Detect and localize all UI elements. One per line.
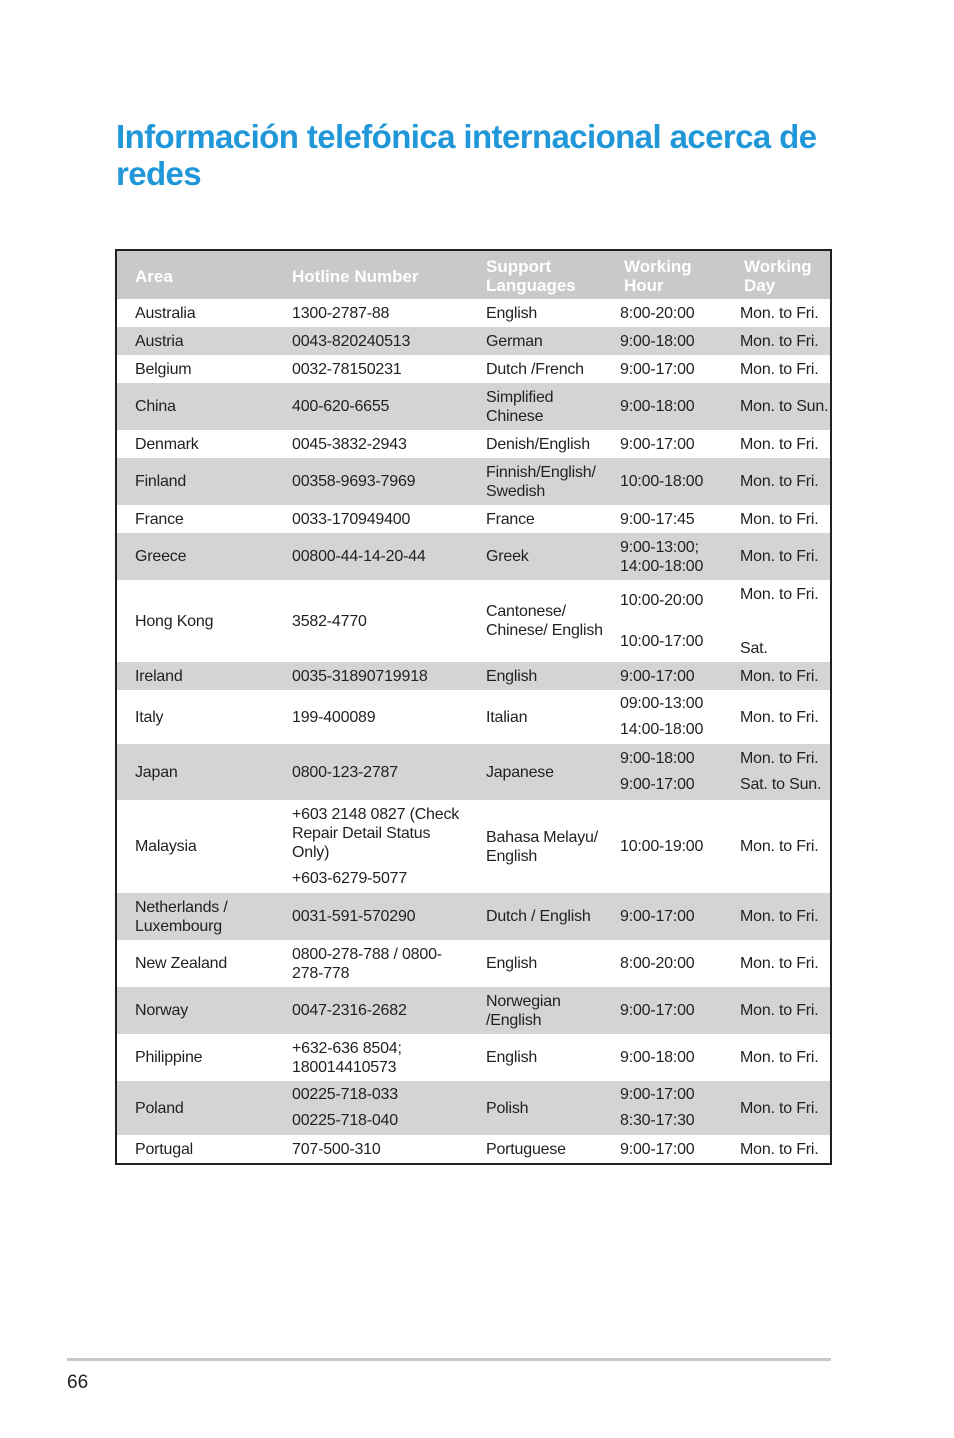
cell-day [726,580,830,662]
cell-hour: 9:00-17:00 [606,987,726,1034]
cell-day: Mon. to Fri. [740,304,819,322]
cell-hotline: 0800-278-788 / 0800-278-778 [292,945,442,982]
header-area: Area [117,251,274,299]
cell-hour [606,1081,726,1135]
cell-language: English [486,1049,538,1066]
cell-hotline: 0032-78150231 [292,360,402,378]
cell-hotline: 0045-3832-2943 [292,435,407,453]
cell-area: Netherlands / Luxembourg [117,893,274,940]
cell-language: German [468,327,606,355]
cell-hotline [274,1081,468,1135]
cell-language: Denish/English [486,435,590,453]
cell-hotline: 0035-31890719918 [274,662,468,690]
table-row [117,690,830,744]
cell-area: Denmark [135,435,199,453]
cell-hour [606,744,726,800]
cell-hour [606,580,726,662]
header-languages: Support Languages [468,251,606,299]
cell-area: Norway [117,987,274,1034]
day-line: Sat. [740,639,768,657]
header-hour: Working Hour [606,251,726,299]
hotline-line: +603 2148 0827 (Check Repair Detail Status Only) [292,806,460,861]
cell-hour: 9:00-18:00 [620,1049,695,1066]
cell-hour: 9:00-17:00 [620,1140,695,1158]
cell-hour: 9:00-17:00 [620,435,695,453]
cell-day: Mon. to Fri. [726,533,830,580]
cell-hotline: 3582-4770 [292,612,367,630]
table-row [117,383,830,430]
cell-day: Mon. to Fri. [740,1140,819,1158]
cell-area: Australia [135,304,196,322]
table-row [117,1081,830,1135]
cell-hotline: 00800-44-14-20-44 [274,533,468,580]
cell-language: Simplified Chinese [468,383,606,430]
hour-line: 10:00-17:00 [620,633,704,650]
cell-hotline: 0043-820240513 [274,327,468,355]
cell-hotline: +632-636 8504; 180014410573 [292,1039,402,1076]
cell-hour: 9:00-13:00; 14:00-18:00 [606,533,726,580]
hour-line: 9:00-17:00 [620,776,695,793]
cell-language: English [486,955,538,972]
cell-language: Polish [468,1081,606,1135]
cell-day: Mon. to Fri. [740,510,819,528]
table-row [117,1034,830,1081]
cell-area: Japan [117,744,274,800]
table-row [117,1135,830,1163]
table-row [117,580,830,662]
cell-area: Ireland [117,662,274,690]
cell-language: Italian [486,708,528,726]
cell-hour [606,690,726,744]
day-line: Mon. to Fri. [740,585,819,603]
cell-hour: 9:00-17:00 [620,360,695,378]
cell-area: Finland [117,458,274,505]
cell-language: English [486,304,538,322]
cell-hour: 9:00-17:45 [620,510,695,528]
cell-day: Mon. to Fri. [740,435,819,453]
hour-line: 09:00-13:00 [620,695,704,712]
cell-hotline: 00358-9693-7969 [274,458,468,505]
cell-area: New Zealand [135,955,228,972]
cell-hour: 10:00-18:00 [606,458,726,505]
page-number: 66 [67,1372,89,1393]
cell-day: Mon. to Fri. [740,955,819,972]
table-row [117,505,830,533]
table-row [117,940,830,987]
cell-area: China [117,383,274,430]
hotline-line: 00225-718-033 [292,1086,398,1103]
cell-hour: 9:00-18:00 [606,327,726,355]
header-day: Working Day [726,251,830,299]
page-title: Información telefónica internacional acerca de redes [116,118,817,192]
cell-area: Portugal [135,1140,193,1158]
cell-language: Dutch / English [468,893,606,940]
cell-day [726,744,830,800]
cell-language: Finnish/English/ Swedish [468,458,606,505]
cell-area: France [135,510,184,528]
hour-line: 10:00-20:00 [620,592,704,609]
table-row [117,893,830,940]
table-row [117,533,830,580]
table-row [117,458,830,505]
cell-hotline [274,800,468,893]
cell-language: Bahasa Melayu/ English [486,828,598,865]
cell-hotline: 400-620-6655 [274,383,468,430]
table-row [117,744,830,800]
header-hotline: Hotline Number [274,251,468,299]
cell-hour: 10:00-19:00 [620,838,704,855]
cell-language: Portuguese [486,1140,566,1158]
cell-language: Greek [468,533,606,580]
cell-area: Poland [117,1081,274,1135]
cell-hour: 9:00-18:00 [606,383,726,430]
cell-hotline: 199-400089 [292,708,376,726]
cell-hotline: 707-500-310 [292,1140,381,1158]
cell-language: Norwegian /English [468,987,606,1034]
hour-line: 14:00-18:00 [620,721,704,738]
table-row [117,327,830,355]
hour-line: 8:30-17:30 [620,1112,695,1129]
cell-area: Austria [117,327,274,355]
hour-line: 9:00-17:00 [620,1086,695,1103]
cell-area: Malaysia [135,838,197,855]
footer-divider [67,1358,831,1361]
cell-day: Mon. to Fri. [726,458,830,505]
cell-language: Japanese [468,744,606,800]
cell-hotline: 0800-123-2787 [274,744,468,800]
cell-day: Mon. to Fri. [726,327,830,355]
cell-day: Mon. to Fri. [740,708,819,726]
cell-language: Cantonese/ Chinese/ English [486,603,603,639]
cell-language: English [468,662,606,690]
cell-day: Mon. to Fri. [726,662,830,690]
cell-area: Italy [135,708,164,726]
table-row [117,430,830,458]
table-row [117,299,830,327]
day-line: Sat. to Sun. [740,776,822,793]
cell-day: Mon. to Sun. [726,383,830,430]
cell-hour: 8:00-20:00 [620,955,695,972]
cell-day: Mon. to Fri. [740,360,819,378]
hour-line: 9:00-18:00 [620,750,695,767]
cell-area: Hong Kong [135,612,214,630]
cell-day: Mon. to Fri. [740,1049,819,1066]
hotline-line: +603-6279-5077 [292,870,408,887]
table-row [117,987,830,1034]
cell-hour: 9:00-17:00 [606,893,726,940]
table-row [117,355,830,383]
day-line: Mon. to Fri. [740,750,819,767]
table-header-row [117,251,830,299]
cell-language: France [486,510,535,528]
cell-hotline: 1300-2787-88 [292,304,390,322]
cell-day: Mon. to Fri. [726,893,830,940]
hotline-table [115,249,832,1165]
cell-hotline: 0033-170949400 [292,510,411,528]
hotline-line: 00225-718-040 [292,1112,398,1129]
table-row [117,800,830,893]
table-row [117,662,830,690]
cell-day: Mon. to Fri. [740,838,819,855]
cell-day: Mon. to Fri. [726,1081,830,1135]
cell-area: Belgium [135,360,192,378]
cell-day: Mon. to Fri. [726,987,830,1034]
cell-area: Greece [117,533,274,580]
cell-language: Dutch /French [486,360,584,378]
cell-hotline: 0031-591-570290 [274,893,468,940]
cell-hour: 9:00-17:00 [606,662,726,690]
cell-hotline: 0047-2316-2682 [274,987,468,1034]
cell-area: Philippine [135,1049,203,1066]
cell-hour: 8:00-20:00 [620,304,695,322]
